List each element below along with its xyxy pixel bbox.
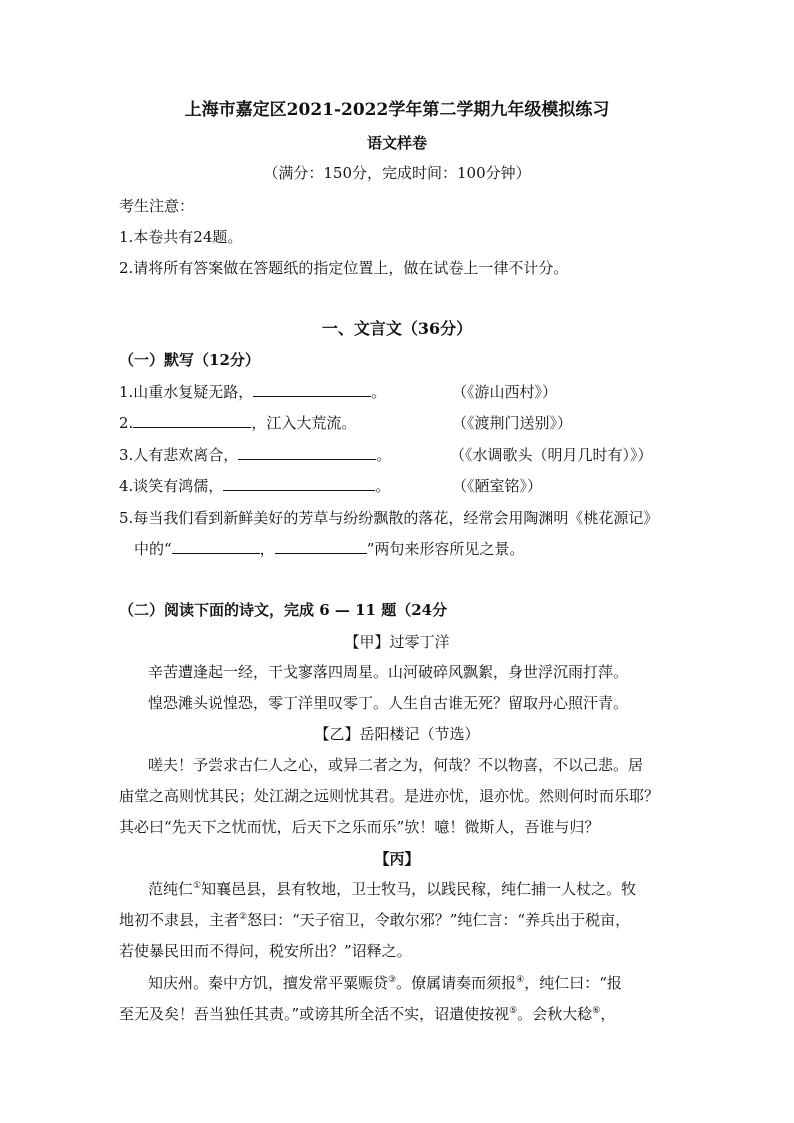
answer-blank[interactable] — [172, 539, 260, 554]
text-line — [119, 910, 630, 930]
text-run: 知庆州。秦中方饥，擅发常平粟赈贷 — [148, 974, 389, 992]
question-5-line2 — [134, 539, 524, 559]
question-text: ”两句来形容所见之景。 — [366, 540, 525, 558]
answer-blank[interactable] — [275, 539, 367, 554]
question-text: 。 — [375, 477, 391, 495]
question-text: 1.山重水复疑无路， — [119, 383, 254, 401]
page-subtitle: 语文样卷 — [366, 134, 427, 152]
text-run: ，纯仁曰：“报 — [524, 974, 622, 992]
text-run: 怒曰：“天子宿卫，令敢尔邪？”纯仁言：“养兵出于税亩， — [247, 911, 631, 929]
answer-blank[interactable] — [253, 382, 371, 397]
poem-line: 惶恐滩头说惶恐，零丁洋里叹零丁。人生自古谁无死？留取丹心照汗青。 — [148, 694, 629, 712]
text-run: 。僚属请奏而须报 — [396, 974, 517, 992]
answer-blank[interactable] — [238, 445, 376, 460]
text-line: 其必曰“先天下之忧而忧，后天下之乐而乐”欤！噫！微斯人，吾谁与归？ — [119, 818, 600, 836]
question-source: （《渡荆门送别》） — [452, 414, 573, 432]
question-text: 。 — [376, 446, 392, 464]
text-line: 嗟夫！予尝求古仁人之心，或异二者之为，何哉？不以物喜，不以己悲。居 — [148, 756, 644, 774]
question-3 — [119, 445, 391, 465]
footnote-marker: ④ — [516, 975, 525, 985]
question-text: 4.谈笑有鸿儒， — [119, 477, 224, 495]
text-line — [119, 1004, 615, 1024]
question-text: 2. — [119, 414, 134, 432]
footnote-marker: ⑤ — [509, 1006, 518, 1016]
poem-line: 辛苦遭逢起一经，干戈寥落四周星。山河破碎风飘絮，身世浮沉雨打萍。 — [148, 663, 629, 681]
text-line — [148, 879, 636, 899]
question-text: ， — [259, 540, 275, 558]
poem-title: 【甲】过零丁洋 — [344, 633, 450, 651]
notice-item: 1.本卷共有24题。 — [119, 228, 243, 246]
section-heading: 一、文言文（36分） — [321, 319, 473, 338]
text-run: ， — [600, 1005, 616, 1023]
text-line — [148, 973, 622, 993]
question-source: （《水调歌头（明月几时有）》） — [450, 446, 653, 464]
answer-blank[interactable] — [133, 413, 251, 428]
notice-heading: 考生注意： — [119, 197, 195, 215]
text-title: 【乙】岳阳楼记（节选） — [314, 725, 480, 743]
text-run: 知襄邑县，县有牧地，卫士牧马，以践民稼，纯仁捕一人杖之。牧 — [201, 880, 637, 898]
footnote-marker: ① — [193, 881, 202, 891]
question-source: （《游山西村》） — [452, 383, 558, 401]
question-text: 。 — [371, 383, 387, 401]
text-run: 至无及矣！吾当独任其责。”或谤其所全活不实，诏遣使按视 — [119, 1005, 510, 1023]
question-5-line1: 5.每当我们看到新鲜美好的芳草与纷纷飘散的落花，经常会用陶渊明《桃花源记》 — [119, 509, 659, 527]
part-heading: （一）默写（12分） — [119, 351, 260, 369]
question-4 — [119, 476, 390, 496]
question-2 — [119, 413, 356, 433]
question-text: 中的“ — [134, 540, 172, 558]
text-line: 若使暴民田而不得问，税安所出？”诏释之。 — [119, 942, 412, 960]
question-source: （《陋室铭》） — [452, 477, 543, 495]
question-1 — [119, 382, 386, 402]
text-title: 【丙】 — [374, 850, 420, 868]
question-text: ，江入大荒流。 — [251, 414, 357, 432]
exam-meta: （满分：150分，完成时间：100分钟） — [263, 164, 531, 182]
text-run: 地初不隶县，主者 — [119, 911, 240, 929]
page-title: 上海市嘉定区2021-2022学年第二学期九年级模拟练习 — [184, 100, 610, 120]
part-heading: （二）阅读下面的诗文，完成 6 — 11 题（24分 — [119, 601, 448, 619]
question-text: 3.人有悲欢离合， — [119, 446, 239, 464]
text-line: 庙堂之高则忧其民；处江湖之远则忧其君。是进亦忧，退亦忧。然则何时而乐耶？ — [119, 787, 660, 805]
text-run: 。会秋大稔 — [517, 1005, 593, 1023]
answer-blank[interactable] — [223, 476, 375, 491]
footnote-marker: ② — [239, 912, 248, 922]
footnote-marker: ③ — [388, 975, 397, 985]
footnote-marker: ⑥ — [592, 1006, 601, 1016]
text-run: 范纯仁 — [148, 880, 194, 898]
notice-item: 2.请将所有答案做在答题纸的指定位置上，做在试卷上一律不计分。 — [119, 259, 569, 277]
